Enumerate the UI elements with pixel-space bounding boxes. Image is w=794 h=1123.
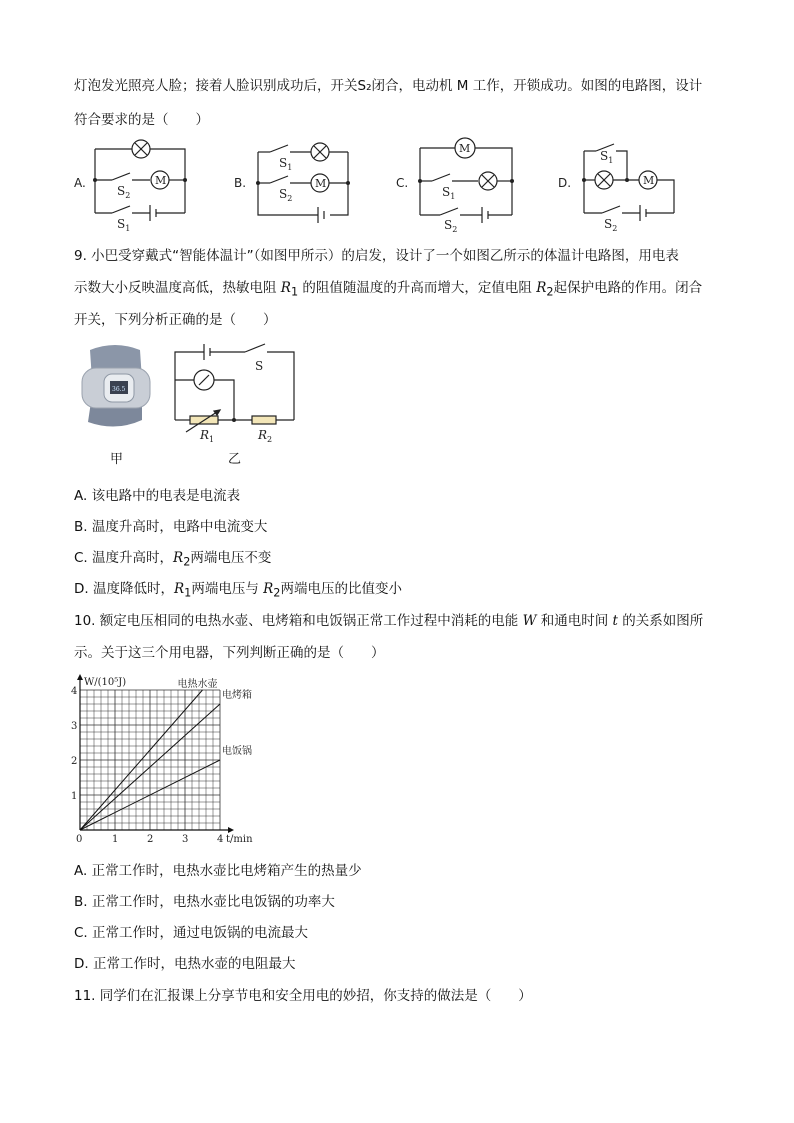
motor-label: M bbox=[643, 174, 655, 187]
y-axis-label: W/(10⁵J) bbox=[84, 677, 127, 688]
motor-label: M bbox=[155, 174, 167, 187]
q10-line1: 10. 额定电压相同的电热水壶、电烤箱和电饭锅正常工作过程中消耗的电能 W 和通电时间 t 的关系如图所 bbox=[74, 613, 704, 629]
fig-label-b: 乙 bbox=[228, 452, 242, 467]
q10-option-d: D. 正常工作时，电热水壶的电阻最大 bbox=[74, 956, 296, 972]
r2-label: $R_2$ bbox=[258, 428, 273, 444]
switch-label: S bbox=[255, 359, 264, 373]
switch-label: $S_2$ bbox=[604, 217, 618, 233]
switch-label: $S_2$ bbox=[444, 218, 458, 234]
q9-line2: 示数大小反映温度高低，热敏电阻 $R_1$ 的阻值随温度的升高而增大，定值电阻 $R_2$起保护电路的作用。闭合 bbox=[74, 280, 703, 299]
x-axis-label: t/min bbox=[226, 834, 253, 845]
switch-label: $S_1$ bbox=[600, 149, 614, 165]
q8-option-d: D. bbox=[558, 176, 572, 190]
x-axis-arrow bbox=[228, 827, 234, 833]
origin-label: 0 bbox=[76, 834, 83, 845]
q8-line1: 灯泡发光照亮人脸；接着人脸识别成功后，开关S₂闭合，电动机 M 工作，开锁成功。如图的电路图，设计 bbox=[74, 78, 703, 94]
q9-figures bbox=[70, 340, 310, 475]
q9-line3: 开关，下列分析正确的是（ ） bbox=[74, 312, 277, 328]
switch-label: $S_1$ bbox=[279, 156, 293, 172]
energy-time-chart bbox=[60, 672, 280, 847]
q9-option-c: C. 温度升高时，$R_2$两端电压不变 bbox=[74, 550, 272, 569]
circuit-d bbox=[584, 144, 674, 221]
circuit-b bbox=[258, 143, 348, 223]
fig-label-a: 甲 bbox=[110, 452, 124, 467]
series-label: 电热水壶 bbox=[177, 679, 218, 690]
motor-label: M bbox=[315, 177, 327, 190]
y-tick-label: 2 bbox=[71, 756, 78, 767]
motor-label: M bbox=[459, 142, 471, 155]
x-tick-label: 4 bbox=[217, 834, 224, 845]
q10-option-c: C. 正常工作时，通过电饭锅的电流最大 bbox=[74, 925, 309, 941]
q8-option-c: C. bbox=[396, 176, 409, 190]
y-tick-label: 1 bbox=[71, 791, 78, 802]
q10-line2: 示。关于这三个用电器，下列判断正确的是（ ） bbox=[74, 645, 385, 661]
switch-label: $S_1$ bbox=[442, 185, 456, 201]
q8-option-b: B. bbox=[234, 176, 247, 190]
switch-label: $S_1$ bbox=[117, 217, 131, 233]
r1-label: $R_1$ bbox=[200, 428, 215, 444]
switch-label: $S_2$ bbox=[279, 187, 293, 203]
y-tick-label: 3 bbox=[71, 721, 78, 732]
chart-grid bbox=[80, 690, 220, 830]
x-tick-label: 1 bbox=[112, 834, 119, 845]
q8-line2: 符合要求的是（ ） bbox=[74, 112, 209, 128]
q10-option-b: B. 正常工作时，电热水壶比电饭锅的功率大 bbox=[74, 894, 335, 910]
chart-series bbox=[80, 677, 252, 830]
q9-line1: 9. 小巴受穿戴式“智能体温计”（如图甲所示）的启发，设计了一个如图乙所示的体温计电路图，用电表 bbox=[74, 248, 679, 264]
q10-option-a: A. 正常工作时，电热水壶比电烤箱产生的热量少 bbox=[74, 863, 362, 879]
q9-option-a: A. 该电路中的电表是电流表 bbox=[74, 488, 241, 504]
q8-circuits bbox=[0, 135, 794, 234]
watch-illustration bbox=[82, 345, 150, 427]
q9-option-b: B. 温度升高时，电路中电流变大 bbox=[74, 519, 268, 535]
watch-display: 36.5 bbox=[112, 386, 126, 393]
switch-label: $S_2$ bbox=[117, 184, 131, 200]
x-tick-label: 3 bbox=[182, 834, 189, 845]
q8-option-a: A. bbox=[74, 176, 86, 190]
circuit-a bbox=[95, 140, 185, 221]
y-tick-label: 4 bbox=[71, 686, 78, 697]
q9-option-d: D. 温度降低时，$R_1$两端电压与 $R_2$两端电压的比值变小 bbox=[74, 581, 402, 600]
y-axis-arrow bbox=[77, 674, 83, 680]
x-tick-label: 2 bbox=[147, 834, 154, 845]
series-label: 电饭锅 bbox=[222, 746, 252, 757]
series-label: 电烤箱 bbox=[222, 690, 252, 701]
q11-line1: 11. 同学们在汇报课上分享节电和安全用电的妙招，你支持的做法是（ ） bbox=[74, 988, 532, 1004]
